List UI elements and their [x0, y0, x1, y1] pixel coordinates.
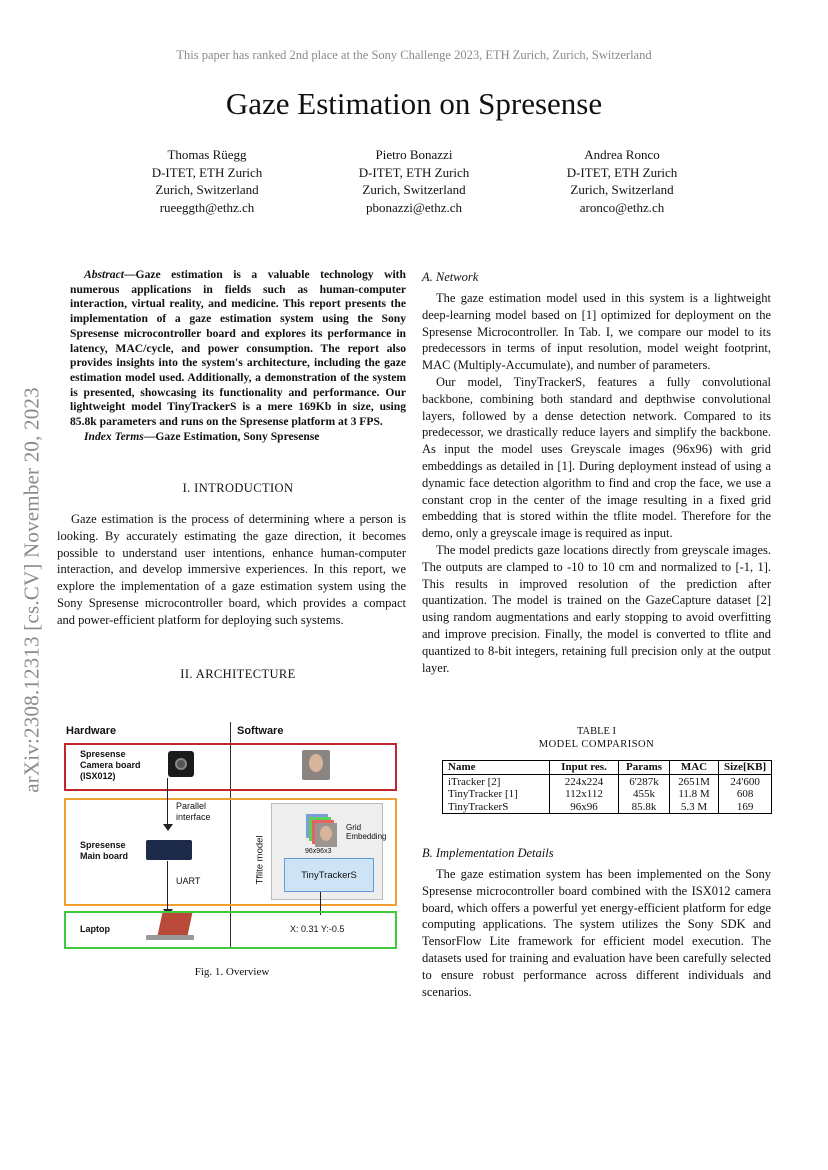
figure-caption: Fig. 1. Overview [194, 966, 270, 978]
table-row [443, 788, 772, 801]
table-cell: 112x112 [550, 788, 619, 801]
author-location: Zurich, Switzerland [570, 182, 674, 197]
hardware-header: Hardware [66, 725, 117, 737]
parallel-interface-label: Parallel interface [176, 801, 211, 822]
table-cell: TinyTracker [1] [443, 788, 550, 801]
network-body [422, 290, 771, 676]
architecture-figure [62, 716, 402, 956]
arxiv-sidebar [8, 360, 56, 820]
arrow-board-to-laptop [167, 861, 168, 913]
abstract-text: —Gaze estimation is a valuable technology with numerous applications in fields such as human-computer interaction, virtual reality, and medicine. This report presents the implementation of a gaze estimation system using the Sony Spresense microcontroller board and explores its performance in latency, MAC/cycle, and power consumption. The report also provides insights into the system's architecture, including the gaze estimation model used. Additionally, a demonstration of the system is presented, showcasing its functionality and performance. Our lightweight model TinyTrackerS is a mere 169Kb in size, using 85.8k parameters and runs on the Spresense platform at 3 FPS. [70, 268, 406, 429]
paragraph: The model predicts gaze locations directly from greyscale images. The outputs are clamped to -10 to 10 cm and normalized to [-1, 1]. This results in improved resolution of the prediction after quantization. The model is trained on the GazeCapture dataset [2] using random augmentations and early stopping to avoid overfitting and improve precision. Finally, the model is converted to tflite and quantized to 8-bit integers, retaining full precision only at the output layer. [422, 542, 771, 675]
table-cell: 5.3 M [670, 801, 719, 814]
index-terms-label: Index Terms [84, 429, 144, 443]
table-cell: TinyTrackerS [443, 801, 550, 814]
section-heading-introduction: I. INTRODUCTION [182, 481, 294, 495]
laptop-label: Laptop [80, 924, 110, 934]
author-2 [314, 146, 514, 216]
table-header-row [443, 761, 772, 775]
grid-embedding-label: Grid Embedding [346, 823, 387, 841]
author-3 [522, 146, 722, 216]
input-dims-label: 96x96x3 [305, 848, 332, 855]
tflite-model-label: Tflite model [254, 835, 266, 885]
author-email: aronco@ethz.ch [579, 199, 665, 215]
table-cell: 2651M [670, 774, 719, 788]
table-header-cell: Size[KB] [719, 761, 772, 775]
table-header-cell: Input res. [550, 761, 619, 775]
face-image-icon [302, 750, 330, 780]
paragraph: The gaze estimation system has been implemented on the Sony Spresense microcontroller board combined with the ISX012 camera board, which offers a powerful yet energy-efficient platform for edge computing applications. The system utilizes the Sony SDK and TensorFlow Lite framework for efficient model execution. The datasets used for training and evaluation have been carefully selected to ensure robust performance across different individuals and scenarios. [422, 867, 771, 999]
table-header-cell: MAC [670, 761, 719, 775]
subsection-heading-implementation: B. Implementation Details [422, 846, 554, 860]
table-row [443, 801, 772, 814]
camera-board-label: Spresense Camera board (ISX012) [80, 749, 141, 781]
tflite-model-label-wrap [253, 835, 267, 885]
abstract-label: Abstract [84, 268, 124, 281]
implementation-body [422, 866, 771, 1000]
arrowhead-icon [163, 824, 173, 831]
table-row [443, 774, 772, 788]
software-header: Software [237, 725, 284, 737]
index-terms-text: —Gaze Estimation, Sony Spresense [143, 429, 320, 443]
main-board-icon [146, 840, 192, 860]
arxiv-identifier: arXiv:2308.12313 [cs.CV] November 20, 2023 [19, 387, 44, 793]
subsection-heading-network: A. Network [422, 270, 479, 284]
camera-board-icon [168, 751, 194, 777]
introduction-body [57, 511, 406, 629]
table-cell: 224x224 [550, 774, 619, 788]
laptop-box [64, 911, 397, 949]
author-location: Zurich, Switzerland [155, 182, 259, 197]
author-name: Thomas Rüegg [167, 147, 247, 162]
table-cell: 6'287k [619, 774, 670, 788]
paragraph: The gaze estimation model used in this system is a lightweight deep-learning model based on [1] optimized for deployment on the Spresense Microcontroller. In Tab. I, we compare our model to its predecessors in terms of input resolution, model weight footprint, MAC (Multiply-Accumulate), and number of parameters. [422, 291, 771, 373]
main-board-label: Spresense Main board [80, 840, 129, 861]
paragraph: Our model, TinyTrackerS, features a fully convolutional backbone, combining both standard and depthwise convolutional layers, followed by a dense detection network. Compared to its predecessor, we drastically reduce layers and simplify the backbone. As input the model uses Greyscale images (96x96) with grid embeddings as detailed in [1]. During deployment instead of using a dynamic face detection algorithm to find and crop the face, we use a constant crop in the center of the image resulting in a fixed grid embedding that is stored within the tflite model. Therefore for the demo, only a greyscale image is required as input. [422, 374, 771, 541]
paper-title: Gaze Estimation on Spresense [225, 86, 603, 121]
table-cell: iTracker [2] [443, 774, 550, 788]
table-header-cell: Params [619, 761, 670, 775]
tinytrackers-label: TinyTrackerS [301, 870, 357, 881]
section-heading-architecture: II. ARCHITECTURE [180, 667, 296, 681]
author-location: Zurich, Switzerland [362, 182, 466, 197]
author-email: rueeggth@ethz.ch [159, 199, 255, 215]
table-cell: 608 [736, 788, 754, 800]
author-affiliation: D-ITET, ETH Zurich [358, 164, 470, 180]
table-cell: 455k [619, 788, 670, 801]
abstract [70, 268, 406, 444]
author-name: Andrea Ronco [584, 147, 660, 162]
table-cell: 169 [736, 800, 754, 813]
table-cell: 85.8k [619, 801, 670, 814]
author-1 [107, 146, 307, 216]
model-comparison-table [442, 760, 772, 814]
author-affiliation: D-ITET, ETH Zurich [151, 164, 263, 180]
table-cell: 96x96 [550, 801, 619, 814]
author-name: Pietro Bonazzi [375, 147, 453, 162]
author-affiliation: D-ITET, ETH Zurich [566, 164, 678, 180]
table-cell: 24'600 [730, 775, 760, 788]
paragraph: Gaze estimation is the process of determining where a person is looking. By accurately estimating the gaze direction, it becomes possible to understand user intentions, enhance human-computer interaction, and develop immersive experiences. In this report, we explore the implementation of a gaze estimation system using the Sony Spresense microcontroller board, which provides a compact and power-efficient platform for deploying such systems. [57, 512, 406, 627]
uart-label: UART [176, 876, 201, 886]
author-email: pbonazzi@ethz.ch [365, 199, 463, 215]
ranking-notice: This paper has ranked 2nd place at the Sony Challenge 2023, ETH Zurich, Zurich, Switzerland [176, 48, 652, 62]
laptop-icon [146, 913, 196, 943]
table-caption: MODEL COMPARISON [538, 739, 655, 750]
table-cell: 11.8 M [670, 788, 719, 801]
table-label: TABLE I [576, 726, 617, 737]
gaze-output-label: X: 0.31 Y:-0.5 [290, 924, 345, 934]
arrow-camera-to-board [167, 778, 168, 828]
table-header-cell: Name [443, 761, 550, 775]
